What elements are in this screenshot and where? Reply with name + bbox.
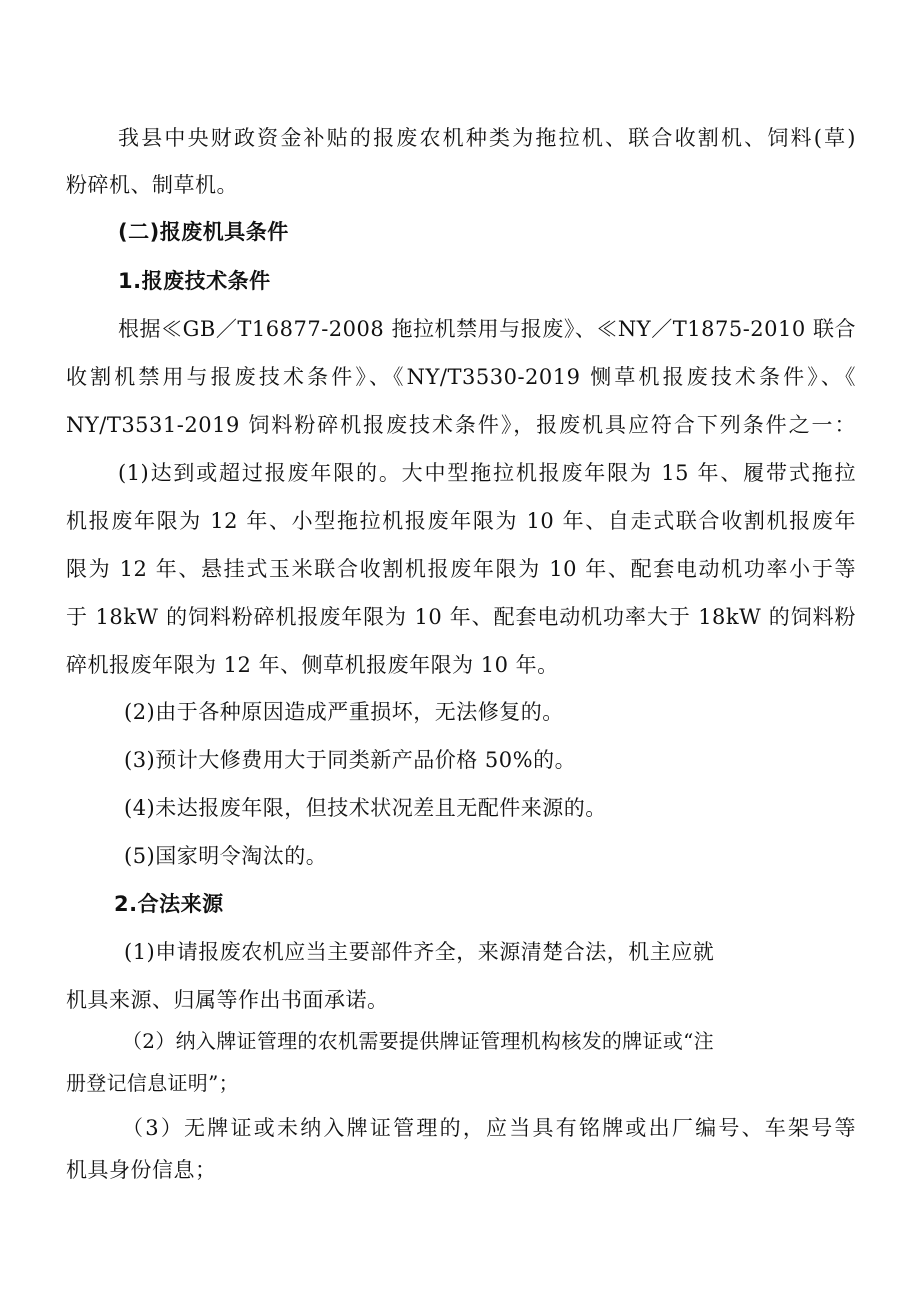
item1-line-3: 限为 12 年、悬挂式玉米联合收割机报废年限为 10 年、配套电动机功率小于等: [66, 557, 856, 581]
subheading-technical-conditions: 1.报废技术条件: [118, 269, 271, 293]
legal-item3-line-2: 机具身份信息；: [66, 1158, 217, 1182]
item4: (4)未达报废年限，但技术状况差且无配件来源的。: [124, 796, 607, 820]
legal-item1-line-2: 机具来源、归属等作出书面承诺。: [66, 988, 389, 1012]
legal-item3-line-1: （3）无牌证或未纳入牌证管理的，应当具有铭牌或出厂编号、车架号等: [122, 1116, 856, 1140]
item1-line-5: 碎机报废年限为 12 年、侧草机报废年限为 10 年。: [66, 653, 559, 677]
standards-line-3: NY/T3531-2019 饲料粉碎机报废技术条件》，报废机具应符合下列条件之一：: [66, 413, 856, 437]
item3: (3)预计大修费用大于同类新产品价格 50%的。: [124, 748, 577, 772]
intro-line-2: 粉碎机、制草机。: [66, 173, 238, 197]
item1-line-4: 于 18kW 的饲料粉碎机报废年限为 10 年、配套电动机功率大于 18kW 的饲料粉: [66, 605, 856, 629]
legal-item2-line-2: 册登记信息证明”；: [66, 1071, 239, 1095]
intro-line-1: 我县中央财政资金补贴的报废农机种类为拖拉机、联合收割机、饲料(草): [118, 126, 856, 150]
standards-line-2: 收割机禁用与报废技术条件》、《NY/T3530-2019 恻草机报废技术条件》、《: [66, 365, 856, 389]
item1-line-1: (1)达到或超过报废年限的。大中型拖拉机报废年限为 15 年、履带式拖拉: [118, 461, 856, 485]
item1-line-2: 机报废年限为 12 年、小型拖拉机报废年限为 10 年、自走式联合收割机报废年: [66, 509, 856, 533]
legal-item1-line-1: (1)申请报废农机应当主要部件齐全，来源清楚合法，机主应就: [124, 940, 715, 964]
standards-line-1: 根据≪GB／T16877-2008 拖拉机禁用与报废》、≪NY／T1875-2010 联合: [118, 317, 856, 341]
legal-item2-line-1: （2）纳入牌证管理的农机需要提供牌证管理机构核发的牌证或“注: [122, 1029, 714, 1053]
item5: (5)国家明令淘汰的。: [124, 844, 328, 868]
subheading-legal-source: 2.合法来源: [114, 892, 224, 916]
item2: (2)由于各种原因造成严重损坏，无法修复的。: [124, 700, 564, 724]
section-heading-scrap-conditions: (二)报废机具条件: [118, 220, 289, 244]
